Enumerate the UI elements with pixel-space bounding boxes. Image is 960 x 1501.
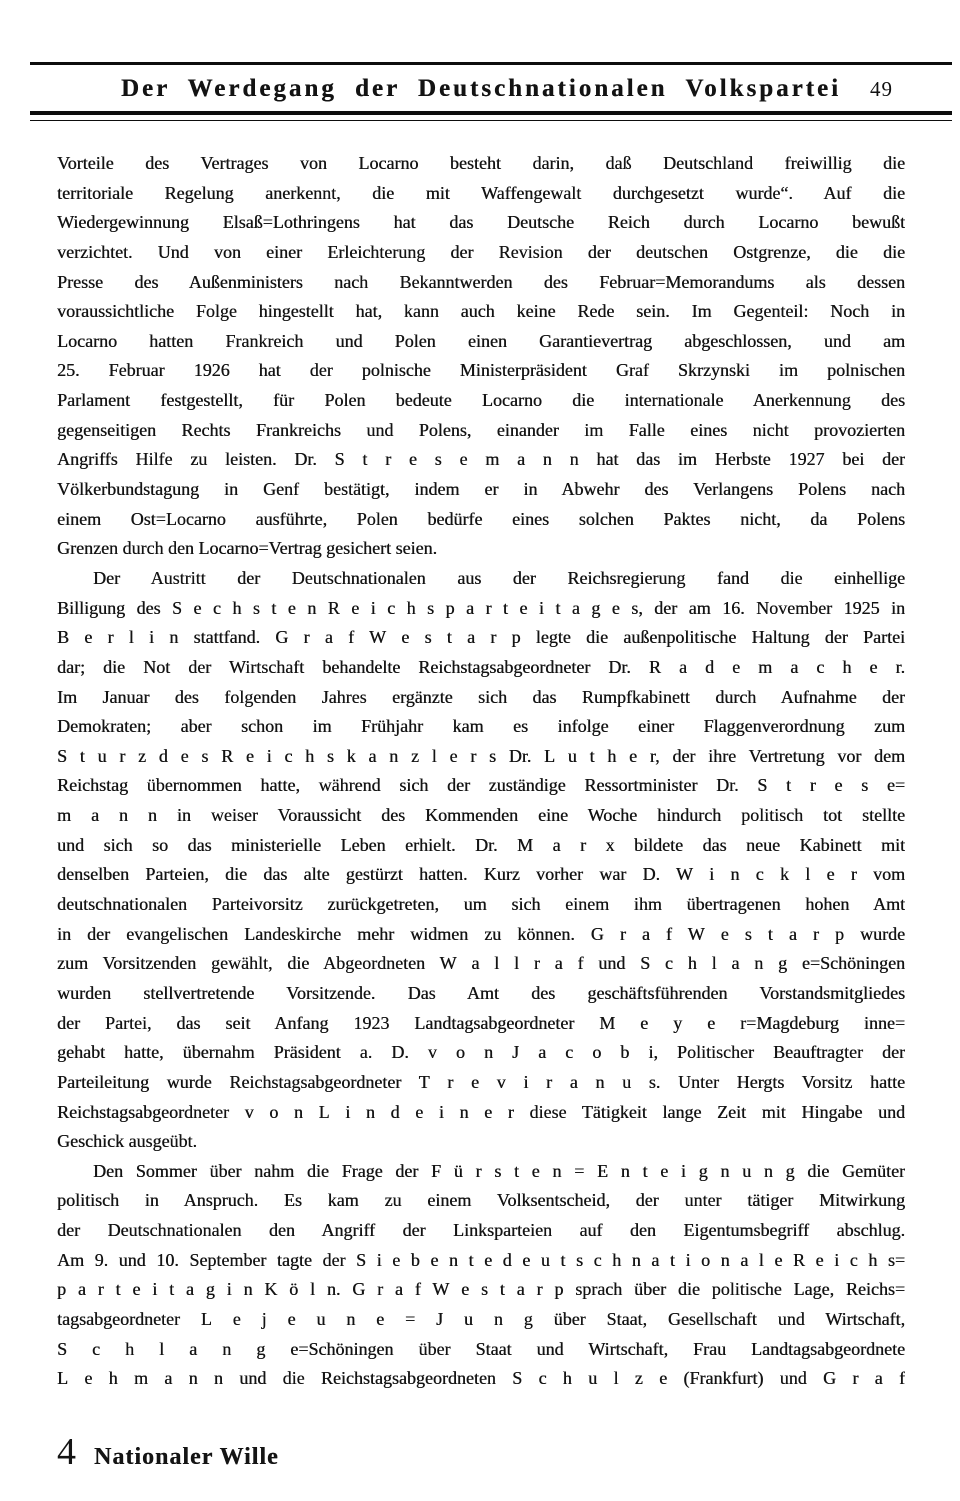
text-line: Reichstag übernommen hatte, während sich der zuständige Ressortminister Dr. S t r e s e=	[57, 775, 905, 796]
text-line: Am 9. und 10. September tagte der S i e b e n t e d e u t s c h n a t i o n a l e R e i c h s=	[57, 1249, 905, 1270]
text-line: Wiedergewinnung Elsaß=Lothringens hat das Deutsche Reich durch Locarno bewußt	[57, 212, 905, 233]
running-header	[57, 72, 905, 106]
text-line: Der Austritt der Deutschnationalen aus der Reichsregierung fand die einhellige	[93, 567, 905, 588]
text-line: zum Vorsitzenden gewählt, die Abgeordneten W a l l r a f und S c h l a n g e=Schöningen	[57, 953, 905, 974]
text-line: wurden stellvertretende Vorsitzende. Das Amt des geschäftsführenden Vorstandsmitgliedes	[57, 982, 905, 1003]
text-line: L e h m a n n und die Reichstagsabgeordneten S c h u l z e (Frankfurt) und G r a f	[57, 1368, 905, 1389]
header-rule-thick	[30, 111, 952, 115]
text-line: B e r l i n stattfand. G r a f W e s t a r p legte die außenpolitische Haltung der Partei	[57, 627, 905, 648]
text-line: in der evangelischen Landeskirche mehr widmen zu können. G r a f W e s t a r p wurde	[57, 923, 905, 944]
header-rule-thin	[30, 120, 952, 121]
work-title: Nationaler Wille	[94, 1444, 279, 1470]
top-rule	[30, 62, 952, 65]
running-header-title: Der Werdegang der Deutschnationalen Volkspartei	[120, 75, 842, 102]
text-line: Presse des Außenministers nach Bekanntwerden des Februar=Memorandums als dessen	[57, 271, 905, 292]
text-line: der Partei, das seit Anfang 1923 Landtagsabgeordneter M e y e r=Magdeburg inne=	[57, 1012, 905, 1033]
text-line: Locarno hatten Frankreich und Polen einen Garantievertrag abgeschlossen, und am	[57, 330, 905, 351]
text-line: Parteileitung wurde Reichstagsabgeordneter T r e v i r a n u s. Unter Hergts Vorsitz hatte	[57, 1071, 905, 1092]
text-line: m a n n in weiser Voraussicht des Kommenden eine Woche hindurch politisch tot stellte	[57, 805, 905, 826]
text-line: gehabt hatte, übernahm Präsident a. D. v o n J a c o b i, Politischer Beauftragter der	[57, 1042, 905, 1063]
text-line: voraussichtliche Folge hingestellt hat, kann auch keine Rede sein. Im Gegenteil: Noch in	[57, 301, 905, 322]
text-line: politisch in Anspruch. Es kam zu einem Volksentscheid, der unter tätiger Mitwirkung	[57, 1190, 905, 1211]
text-line: Geschick ausgeübt.	[57, 1131, 197, 1152]
text-line: dar; die Not der Wirtschaft behandelte Reichstagsabgeordneter Dr. R a d e m a c h e r.	[57, 656, 905, 677]
page-number: 49	[870, 77, 893, 101]
text-line: denselben Parteien, die das alte gestürzt hatten. Kurz vorher war D. W i n c k l e r vom	[57, 864, 905, 885]
text-line: Demokraten; aber schon im Frühjahr kam es infolge einer Flaggenverordnung zum	[57, 716, 905, 737]
text-line: Vorteile des Vertrages von Locarno besteht darin, daß Deutschland freiwillig die	[57, 153, 905, 173]
text-line: deutschnationalen Parteivorsitz zurückgetreten, um sich einem ihm übertragenen hohen Amt	[57, 894, 905, 915]
text-line: Reichstagsabgeordneter v o n L i n d e i n e r diese Tätigkeit lange Zeit mit Hingabe und	[57, 1101, 905, 1122]
text-line: 25. Februar 1926 hat der polnische Ministerpräsident Graf Skrzynski im polnischen	[57, 360, 905, 381]
text-line: tagsabgeordneter L e j e u n e = J u n g über Staat, Gesellschaft und Wirtschaft,	[57, 1308, 905, 1329]
text-line: Billigung des S e c h s t e n R e i c h s p a r t e i t a g e s, der am 16. November 1925 in	[57, 597, 905, 618]
text-line: Parlament festgestellt, für Polen bedeute Locarno die internationale Anerkennung des	[57, 390, 905, 411]
text-line: Im Januar des folgenden Jahres ergänzte sich das Rumpfkabinett durch Aufnahme der	[57, 686, 905, 707]
text-line: der Deutschnationalen den Angriff der Linksparteien auf den Eigentumsbegriff abschlug.	[57, 1220, 905, 1241]
text-line: territoriale Regelung anerkennt, die mit Waffengewalt durchgesetzt wurde“. Auf die	[57, 182, 905, 203]
text-line: einem Ost=Locarno ausführte, Polen bedürfe eines solchen Paktes nicht, da Polens	[57, 508, 905, 529]
text-line: und sich so das ministerielle Leben erhielt. Dr. M a r x bildete das neue Kabinett mit	[57, 834, 905, 855]
text-line: S t u r z d e s R e i c h s k a n z l e r s Dr. L u t h e r, der ihre Vertretung vor dem	[57, 745, 905, 766]
page-footer	[57, 1430, 905, 1474]
signature-number: 4	[57, 1431, 76, 1473]
text-line: p a r t e i t a g i n K ö l n. G r a f W e s t a r p sprach über die politische Lage, Reichs=	[57, 1279, 905, 1300]
text-line: Grenzen durch den Locarno=Vertrag gesichert seien.	[57, 538, 437, 559]
text-line: verzichtet. Und von einer Erleichterung der Revision der deutschen Ostgrenze, die die	[57, 241, 905, 262]
text-line: gegenseitigen Rechts Frankreichs und Polens, einander im Falle eines nicht provozierten	[57, 419, 905, 440]
text-line: Völkerbundstagung in Genf bestätigt, indem er in Abwehr des Verlangens Polens nach	[57, 479, 905, 500]
text-line: Den Sommer über nahm die Frage der F ü r s t e n = E n t e i g n u n g die Gemüter	[93, 1160, 905, 1181]
text-line: Angriffs Hilfe zu leisten. Dr. S t r e s e m a n n hat das im Herbste 1927 bei der	[57, 449, 905, 470]
body-text	[57, 149, 905, 1394]
text-line: S c h l a n g e=Schöningen über Staat und Wirtschaft, Frau Landtagsabgeordnete	[57, 1338, 905, 1359]
